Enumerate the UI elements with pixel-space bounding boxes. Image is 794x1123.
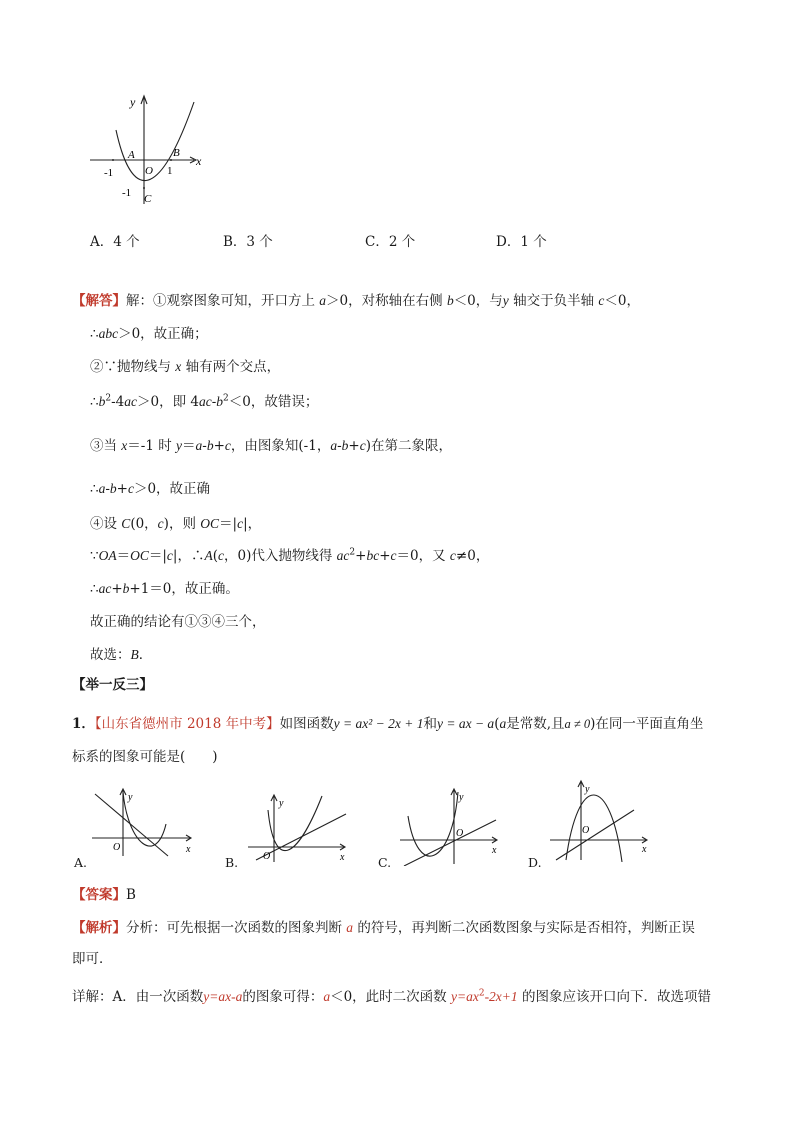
graph-c xyxy=(398,786,508,866)
graph-b-label: B. xyxy=(225,855,239,870)
solution-line-8: ∵OA＝OC＝|c|，∴A(c，0)代入抛物线得 $ac^2+bc+c=0$，又 c≠0， xyxy=(90,547,490,564)
problem-number: 1． xyxy=(72,716,95,732)
svg-text:y: y xyxy=(279,798,284,809)
svg-text:x: x xyxy=(492,845,497,856)
svg-text:O: O xyxy=(113,842,121,853)
graph-b xyxy=(246,792,356,864)
svg-text:x: x xyxy=(186,844,191,855)
choice-c: C．2 个 xyxy=(365,234,416,250)
graph-c-label: C. xyxy=(378,855,392,870)
solution-line-4: $\therefore b^2-4ac>0$，即 $4ac-b^2<0$，故错误； xyxy=(90,393,319,410)
graph-a-label: A. xyxy=(74,855,88,870)
solution-line-10: 故正确的结论有①③④三个， xyxy=(90,614,266,630)
choice-d: D．1 个 xyxy=(496,234,547,250)
solution-line-9: ∴ac+b+1＝0，故正确。 xyxy=(90,581,239,597)
parabola-figure xyxy=(86,92,216,212)
problem-line-1: 1．【山东省德州市 2018 年中考】如图函数y = ax² − 2x + 1和y = ax − a(a是常数,且a ≠ 0)在同一平面直角坐 xyxy=(72,716,704,732)
fig-neg1-y: -1 xyxy=(122,187,132,199)
graph-d xyxy=(548,778,658,862)
svg-text:x: x xyxy=(340,852,345,863)
svg-text:y: y xyxy=(128,792,133,803)
svg-text:y: y xyxy=(585,784,590,795)
fig-x-label: x xyxy=(196,154,202,168)
svg-text:y: y xyxy=(459,792,464,803)
fig-point-b: B xyxy=(173,147,180,159)
detail-line-1: 详解：A．由一次函数y=ax-a的图象可得：a＜0，此时二次函数 $y=ax^2-2x+1$ 的图象应该开口向下．故选项错 xyxy=(72,988,711,1005)
fig-point-a: A xyxy=(128,149,135,161)
choice-a: A．4 个 xyxy=(90,234,140,250)
graph-d-label: D. xyxy=(528,855,542,870)
solution-line-1: 【解答】解：①观察图象可知，开口方上 a＞0，对称轴在右侧 b＜0，与y 轴交于负半轴 c＜0， xyxy=(72,293,640,309)
answer-tag: 【答案】 xyxy=(72,887,126,903)
svg-text:x: x xyxy=(642,844,647,855)
analysis-line-1: 【解析】分析：可先根据一次函数的图象判断 a 的符号，再判断二次函数图象与实际是否相符，判断正误 xyxy=(72,920,695,936)
parabola-curve xyxy=(116,102,194,181)
problem-line-2: 标系的图象可能是( ) xyxy=(72,749,218,765)
solution-line-7: ④设 C(0，c)，则 OC＝|c|， xyxy=(90,516,262,532)
svg-text:O: O xyxy=(263,851,271,862)
fig-point-c: C xyxy=(144,193,152,205)
problem-func2: y = ax − a xyxy=(436,716,495,731)
answer-line xyxy=(72,885,136,905)
analysis-tag: 【解析】 xyxy=(72,920,126,936)
solution-line-11: 故选：B． xyxy=(90,647,153,663)
solution-line-5: ③当 x＝-1 时 y＝a-b+c，由图象知(-1，a-b+c)在第二象限， xyxy=(90,438,452,454)
fig-pos1-x: 1 xyxy=(167,165,173,177)
graph-a xyxy=(90,786,205,858)
fig-origin: O xyxy=(145,165,153,177)
problem-func1: y = ax² − 2x + 1 xyxy=(333,716,424,731)
problem-condition: a ≠ 0 xyxy=(564,717,591,731)
problem-source: 【山东省德州市 2018 年中考】 xyxy=(94,716,280,732)
svg-text:O: O xyxy=(456,828,464,839)
choice-b: B．3 个 xyxy=(223,234,273,250)
section-title: 【举一反三】 xyxy=(72,677,153,693)
fig-neg1-x: -1 xyxy=(104,167,114,179)
solution-tag: 【解答】 xyxy=(72,293,126,309)
solution-line-6: ∴a-b+c＞0，故正确 xyxy=(90,481,211,497)
fig-y-label: y xyxy=(130,95,136,109)
solution-line-3: ②∵抛物线与 x 轴有两个交点， xyxy=(90,359,281,375)
analysis-line-2: 即可． xyxy=(72,951,113,967)
answer-value: B xyxy=(126,887,136,903)
solution-line-2: ∴abc＞0，故正确； xyxy=(90,326,208,342)
svg-text:O: O xyxy=(582,825,590,836)
